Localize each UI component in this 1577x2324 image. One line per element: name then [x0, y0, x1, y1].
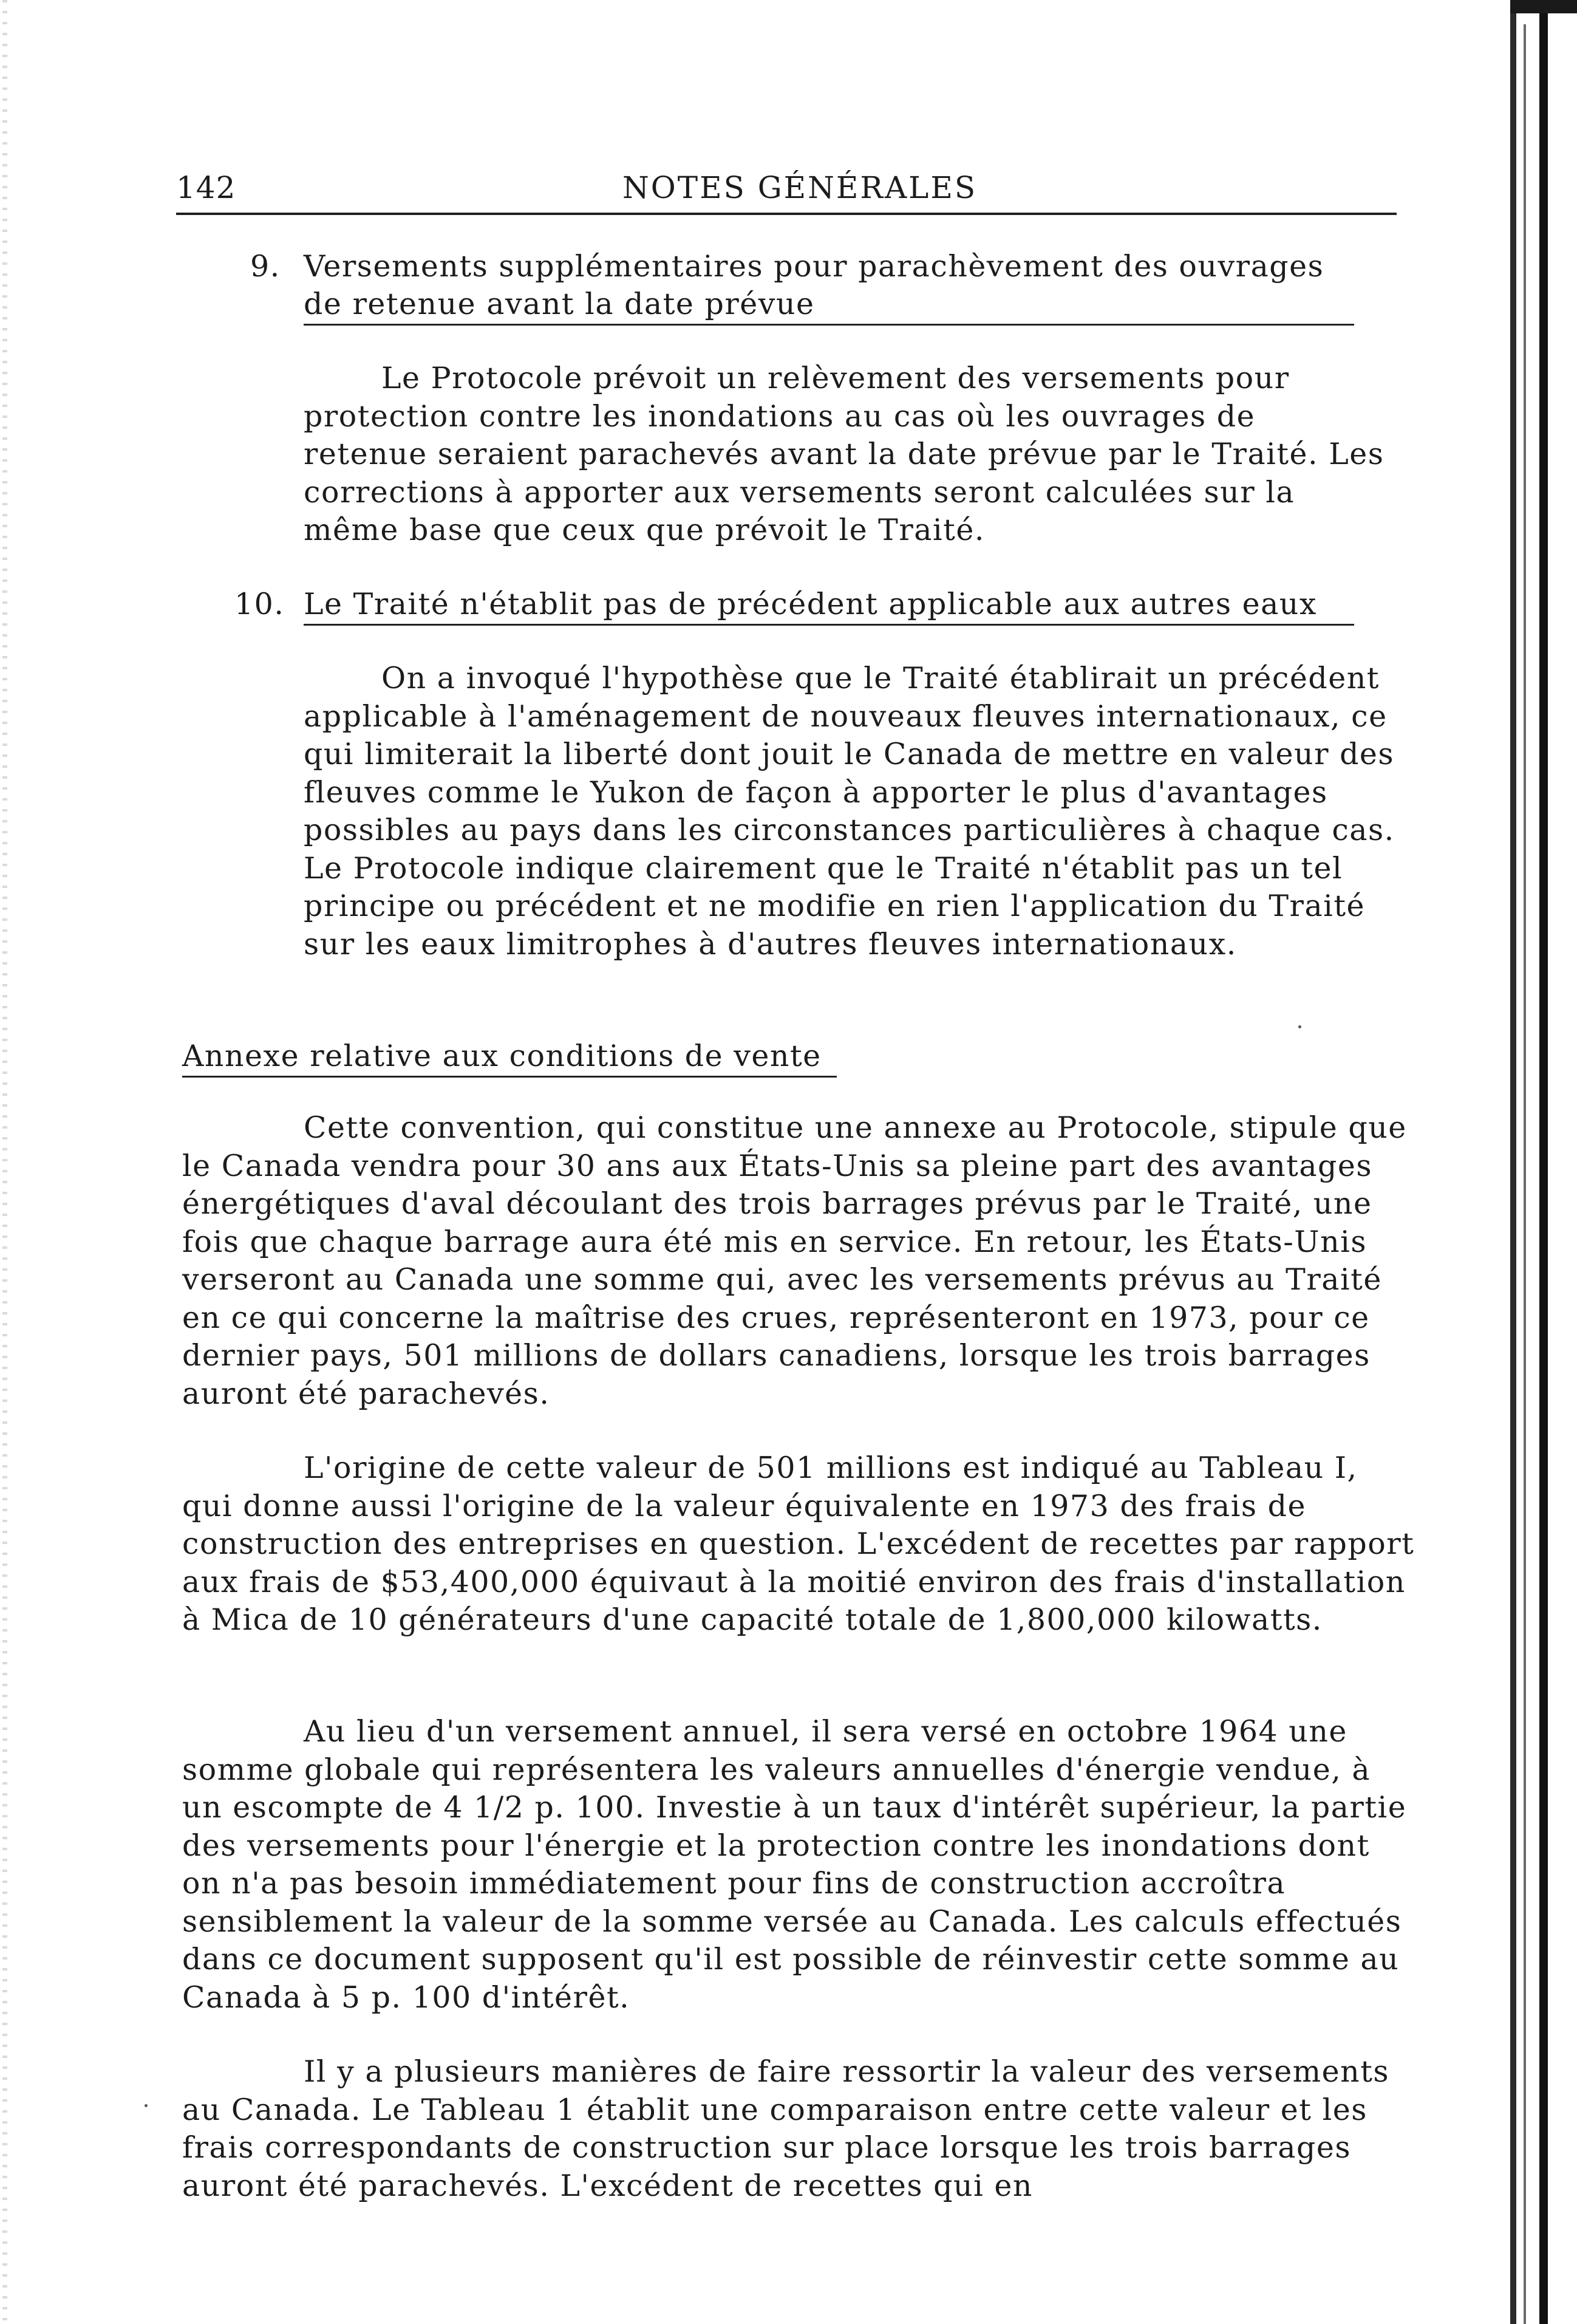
page-number: 142: [176, 170, 236, 205]
annexe-paragraph-1: Cette convention, qui constitue une annexe au Protocole, stipule que le Canada vendra pour 30 ans aux États-Unis sa pleine part des avantages énergétiques d'aval découlant des trois barrages prévus par le Traité, une fois que chaque barrage aura été mis en service. En retour, les États-Unis verseront au Canada une somme qui, avec les versements prévus au Traité en ce qui concerne la maîtrise des crues, représenteront en 1973, pour ce dernier pays, 501 millions de dollars canadiens, lorsque les trois barrages auront été parachevés.: [182, 1110, 1407, 1411]
scan-edge: [2, 0, 7, 2324]
section-10-number: 10.: [234, 587, 285, 621]
section-9-number: 9.: [250, 249, 281, 284]
scan-speck: [1298, 1025, 1301, 1028]
section-9-title-line1: Versements supplémentaires pour parachèvement des ouvrages: [304, 249, 1324, 284]
section-9-paragraph: Le Protocole prévoit un relèvement des versements pour protection contre les inondations au cas où les ouvrages de retenue seraient parachevés avant la date prévue par le Traité. Les corrections à apporter aux versements seront calculées sur la même base que ceux que prévoit le Traité.: [304, 361, 1385, 547]
running-title: NOTES GÉNÉRALES: [622, 170, 978, 205]
section-10-title: Le Traité n'établit pas de précédent applicable aux autres eaux: [304, 586, 1354, 626]
section-10-paragraph: On a invoqué l'hypothèse que le Traité établirait un précédent applicable à l'aménagement de nouveaux fleuves internationaux, ce qui limiterait la liberté dont jouit le Canada de mettre en valeur des fleuves comme le Yukon de façon à apporter le plus d'avantages possibles au pays dans les circonstances particulières à chaque cas. Le Protocole indique clairement que le Traité n'établit pas un tel principe ou précédent et ne modifie en rien l'application du Traité sur les eaux limitrophes à d'autres fleuves internationaux.: [304, 661, 1395, 962]
page-header: [176, 170, 1397, 215]
annexe-title: Annexe relative aux conditions de vente: [182, 1037, 837, 1078]
section-9-title-line2: de retenue avant la date prévue: [304, 285, 1354, 326]
scan-speck: [145, 2104, 148, 2107]
annexe-paragraph-3: Au lieu d'un versement annuel, il sera versé en octobre 1964 une somme globale qui représentera les valeurs annuelles d'énergie vendue, à un escompte de 4 1/2 p. 100. Investie à un taux d'intérêt supérieur, la partie des versements pour l'énergie et la protection contre les inondations dont on n'a pas besoin immédiatement pour fins de construction accroîtra sensiblement la valeur de la somme versée au Canada. Les calculs effectués dans ce document supposent qu'il est possible de réinvestir cette somme au Canada à 5 p. 100 d'intérêt.: [182, 1714, 1407, 2015]
annexe-paragraph-2: L'origine de cette valeur de 501 millions est indiqué au Tableau I, qui donne aussi l'origine de la valeur équivalente en 1973 des frais de construction des entreprises en question. L'excédent de recettes par rapport aux frais de $53,400,000 équivaut à la moitié environ des frais d'installation à Mica de 10 générateurs d'une capacité totale de 1,800,000 kilowatts.: [182, 1451, 1415, 1637]
binding-edge: [1510, 0, 1577, 2324]
annexe-paragraph-4: Il y a plusieurs manières de faire ressortir la valeur des versements au Canada. Le Tableau 1 établit une comparaison entre cette valeur et les frais correspondants de construction sur place lorsque les trois barrages auront été parachevés. L'excédent de recettes qui en: [182, 2054, 1390, 2203]
